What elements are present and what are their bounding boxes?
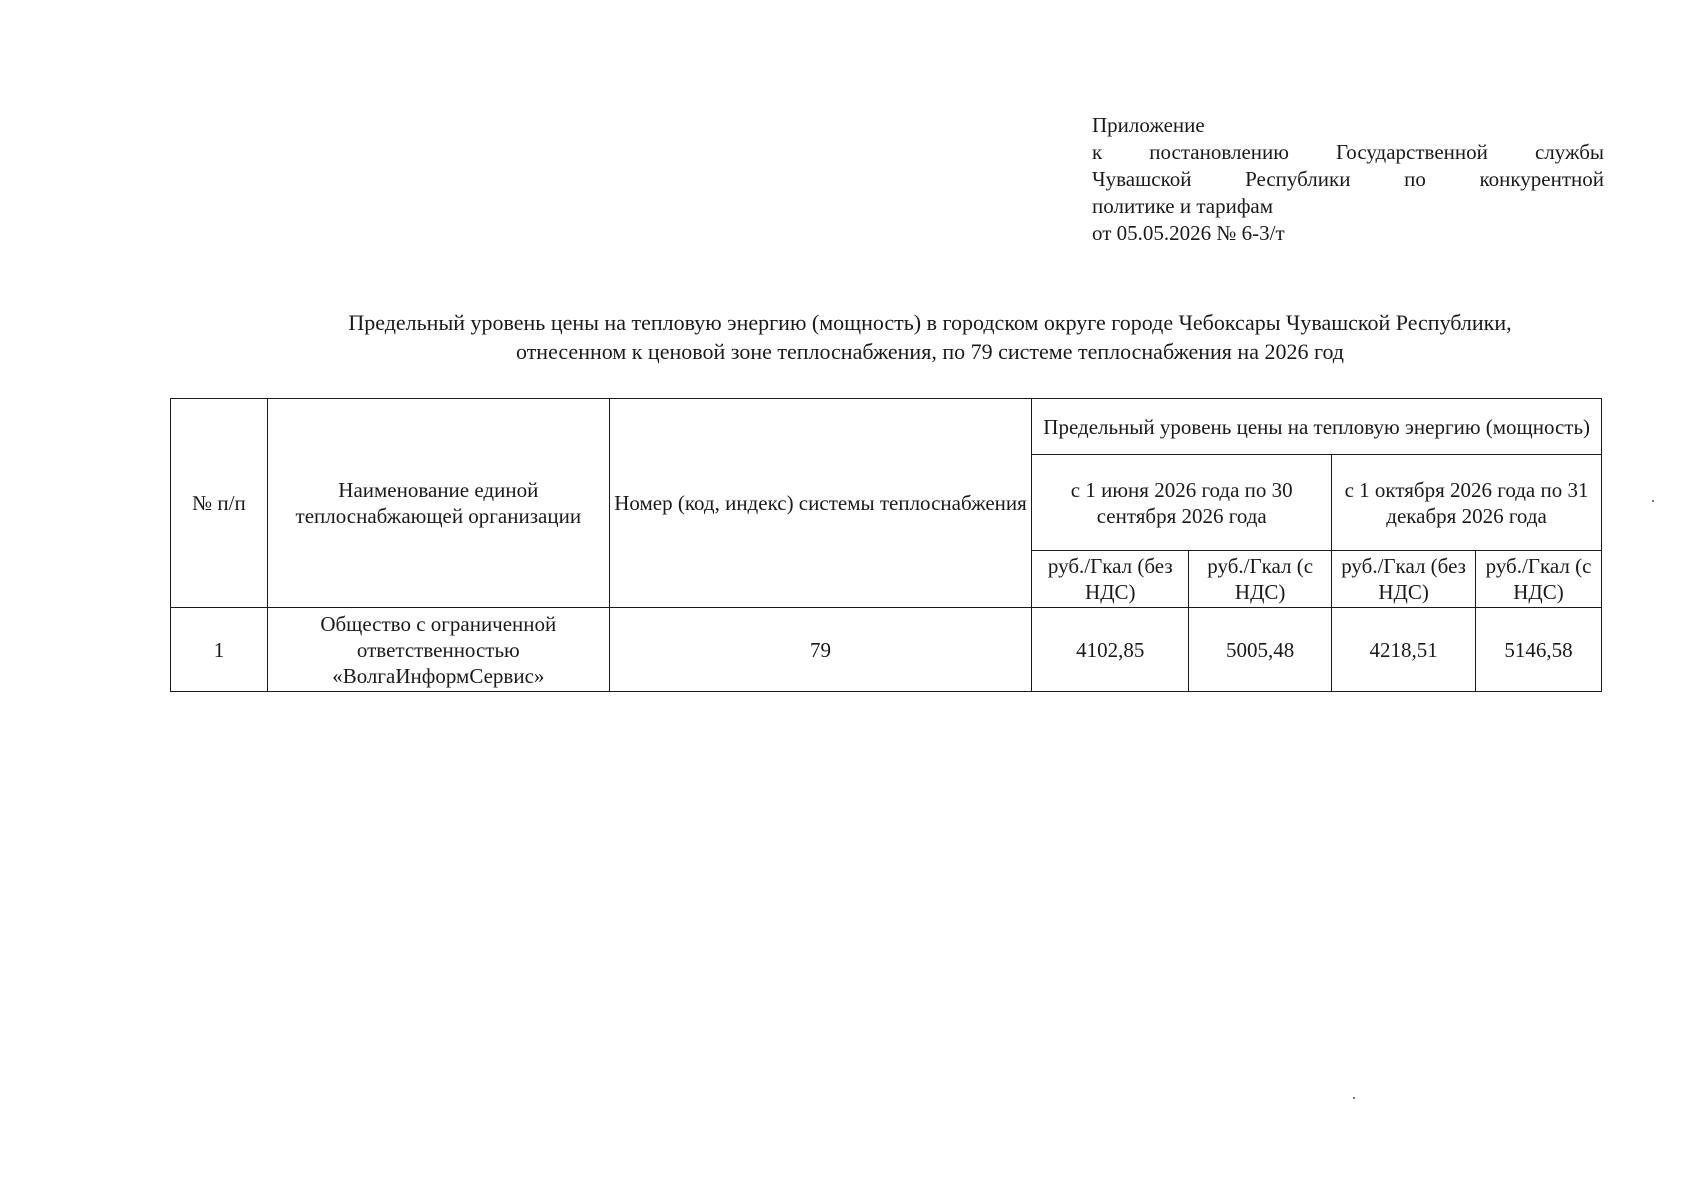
cell-period-1-price-no-vat: 4102,85: [1032, 608, 1189, 692]
header-number: № п/п: [171, 399, 268, 608]
header-system-code: Номер (код, индекс) системы теплоснабжения: [609, 399, 1032, 608]
price-limit-table: [170, 398, 1602, 692]
appendix-agency-line-end: политике и тарифам: [1092, 194, 1274, 218]
cell-number: 1: [171, 608, 268, 692]
appendix-date-number: от 05.05.2026 № 6-3/т: [1092, 221, 1285, 245]
appendix-agency-line: Чувашской Республики по конкурентной: [1092, 167, 1604, 191]
header-organization: Наименование единой теплоснабжающей организации: [267, 399, 609, 608]
document-title-line-1: Предельный уровень цены на тепловую энергию (мощность) в городском округе городе Чебоксары Чувашской Республики,: [348, 310, 1512, 335]
cell-period-1-price-vat: 5005,48: [1189, 608, 1332, 692]
header-unit-no-vat: руб./Гкал (без НДС): [1332, 551, 1476, 608]
appendix-resolution-line: к постановлению Государственной службы: [1092, 140, 1604, 164]
appendix-header: [1092, 112, 1604, 247]
header-period-1: с 1 июня 2026 года по 30 сентября 2026 года: [1032, 455, 1332, 551]
header-unit-vat: руб./Гкал (с НДС): [1189, 551, 1332, 608]
cell-period-2-price-vat: 5146,58: [1476, 608, 1602, 692]
cell-organization: Общество с ограниченной ответственностью «ВолгаИнформСервис»: [267, 608, 609, 692]
table-row: [171, 608, 1602, 692]
appendix-label: Приложение: [1092, 113, 1205, 137]
header-unit-vat: руб./Гкал (с НДС): [1476, 551, 1602, 608]
header-price-limit: Предельный уровень цены на тепловую энергию (мощность): [1032, 399, 1602, 455]
document-title: [230, 308, 1630, 366]
cell-period-2-price-no-vat: 4218,51: [1332, 608, 1476, 692]
scan-speck: [1353, 1097, 1355, 1099]
header-unit-no-vat: руб./Гкал (без НДС): [1032, 551, 1189, 608]
header-period-2: с 1 октября 2026 года по 31 декабря 2026 года: [1332, 455, 1602, 551]
scan-speck: [1652, 500, 1654, 502]
cell-system-code: 79: [609, 608, 1032, 692]
document-title-line-2: отнесенном к ценовой зоне теплоснабжения, по 79 системе теплоснабжения на 2026 год: [515, 339, 1345, 364]
